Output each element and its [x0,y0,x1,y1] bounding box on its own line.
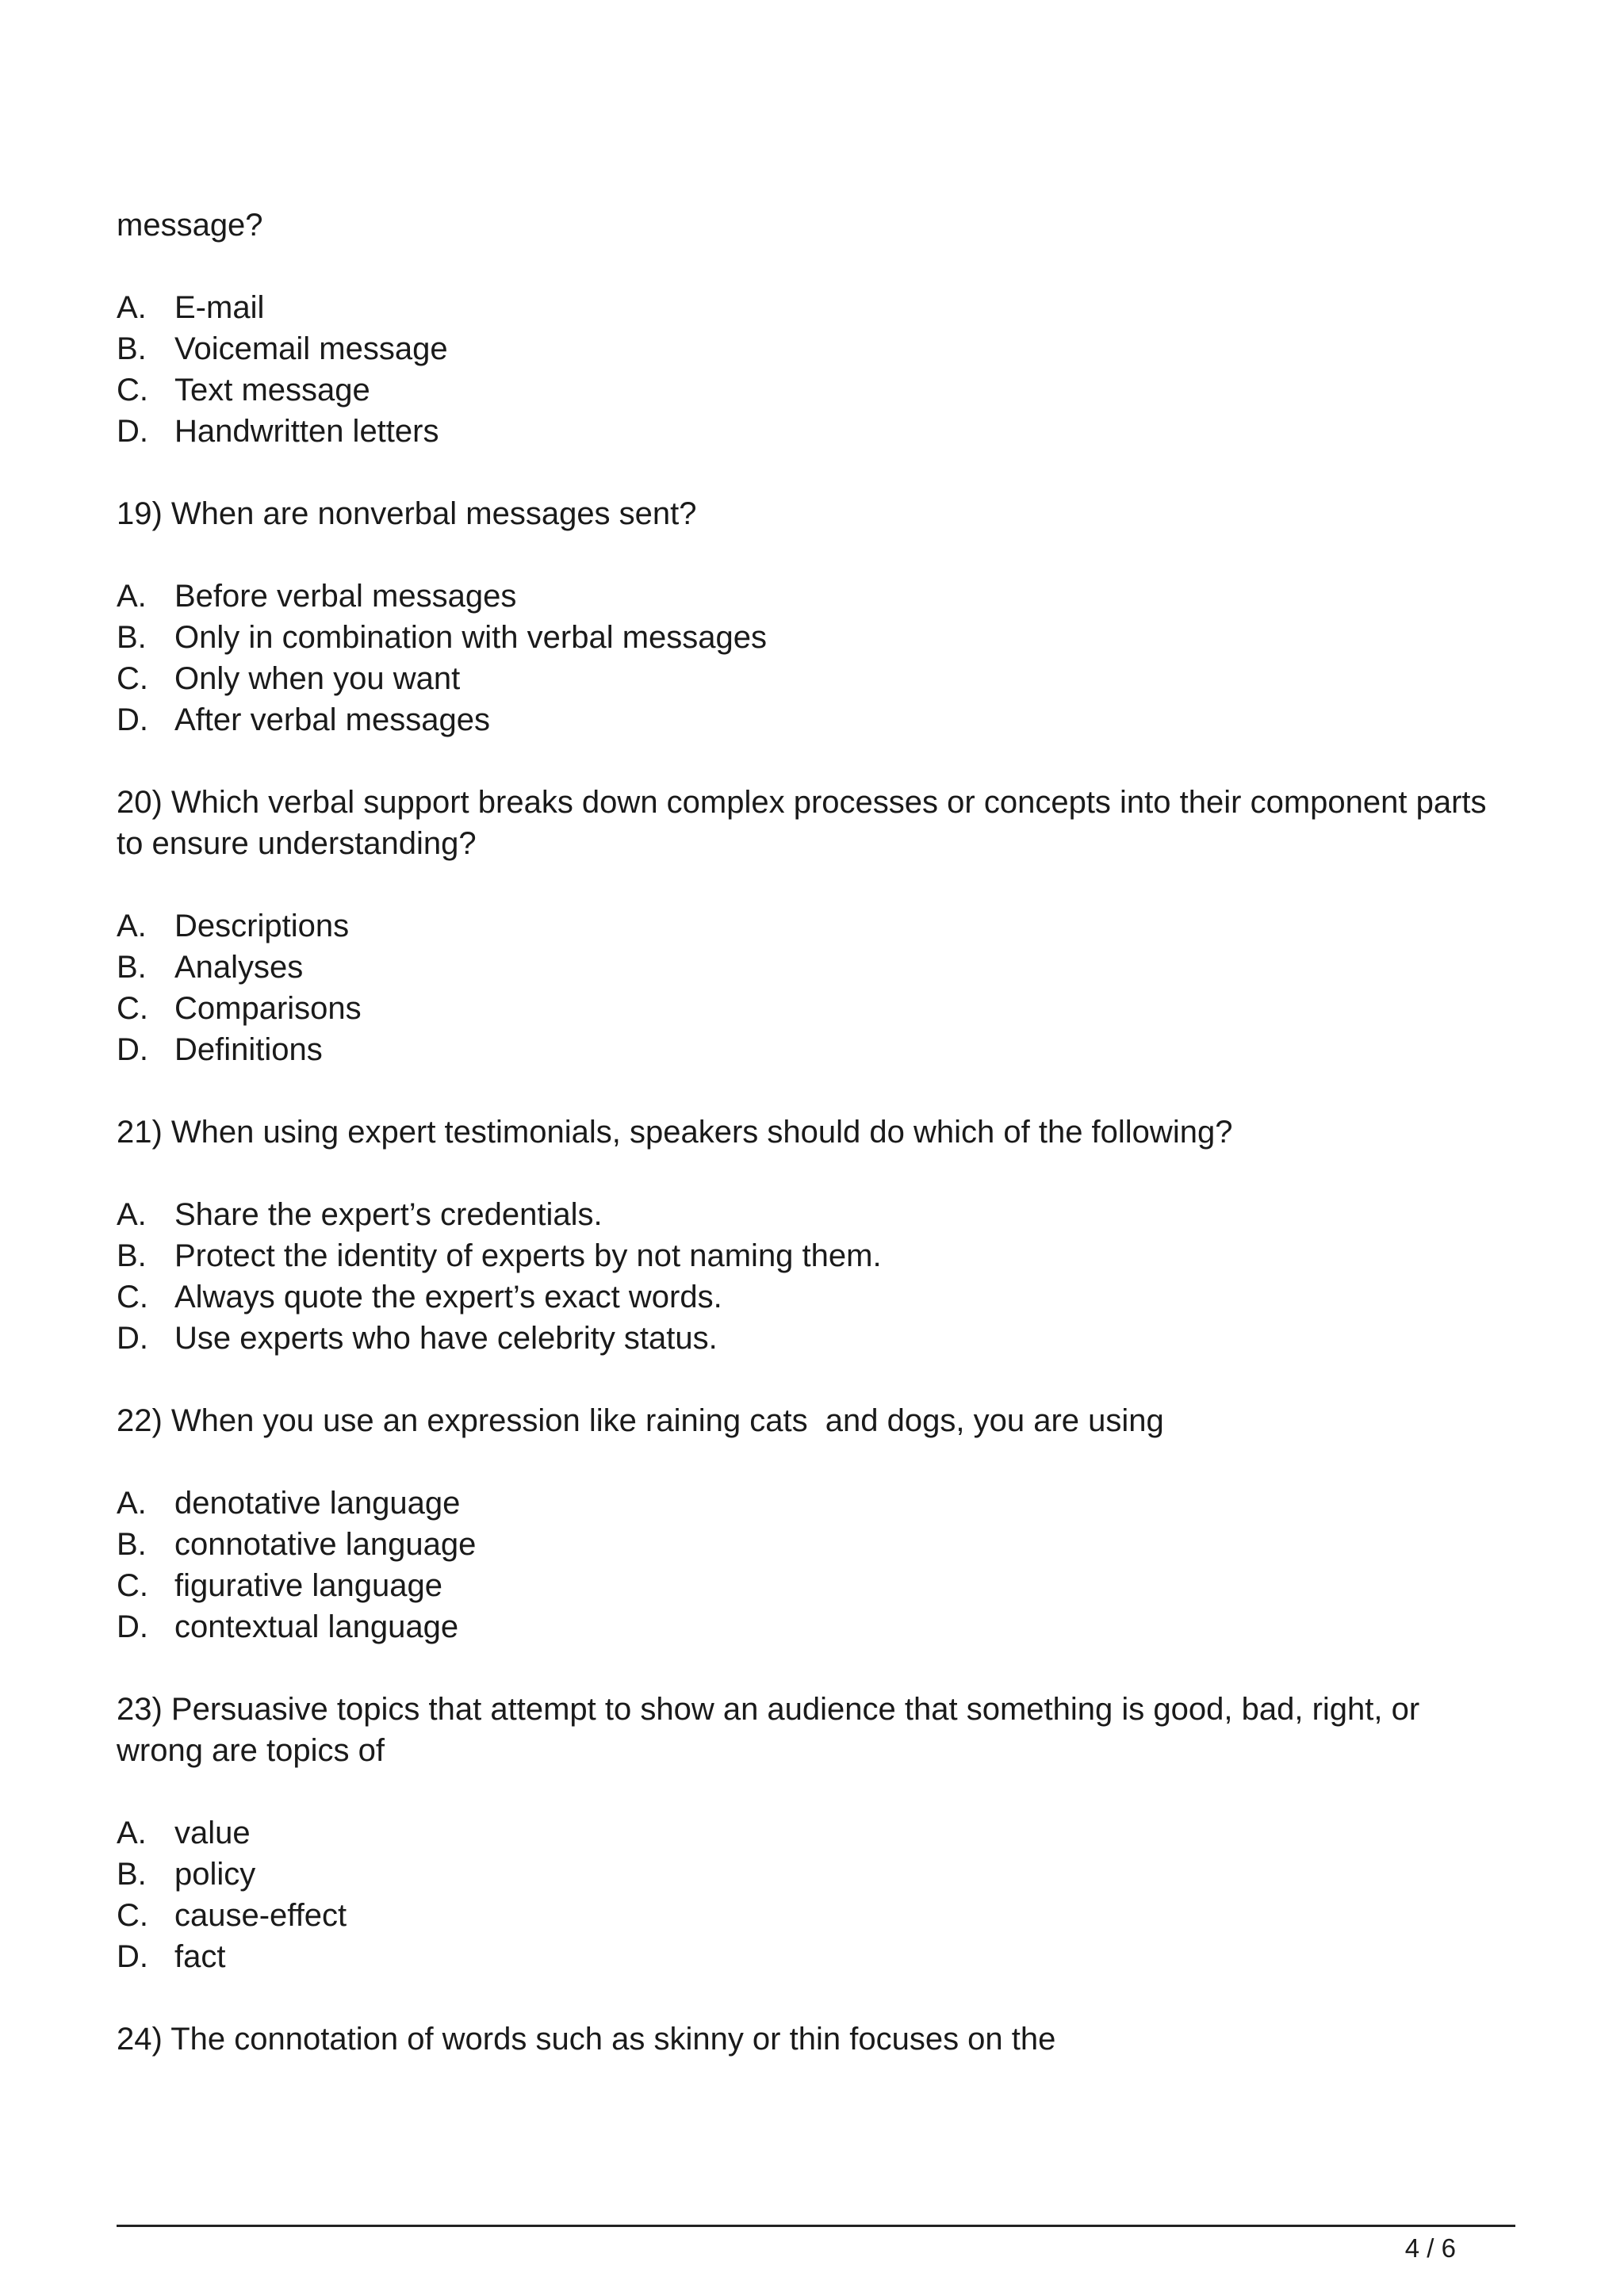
option-letter: C. [117,661,148,696]
option-letter: C. [117,1568,148,1603]
option-text: Protect the identity of experts by not naming them. [174,1238,882,1273]
option-text: Definitions [174,1032,323,1067]
option-text: fact [174,1939,226,1974]
question-text: 24) The connotation of words such as skinny or thin focuses on the [117,2022,1056,2057]
answer-option [117,1524,1512,1565]
answer-option [117,1194,1512,1235]
page-content [117,205,1512,2060]
answer-option [117,1318,1512,1359]
option-letter: D. [117,1939,148,1974]
answer-option [117,1606,1512,1647]
answer-option [117,1812,1512,1854]
option-text: Voicemail message [174,331,448,366]
option-text: Use experts who have celebrity status. [174,1321,718,1356]
answer-option [117,411,1512,452]
answer-option [117,617,1512,658]
option-text: figurative language [174,1568,443,1603]
option-letter: A. [117,909,147,943]
option-letter: B. [117,620,147,655]
question-text: 21) When using expert testimonials, speakers should do which of the following? [117,1115,1233,1150]
option-text: Analyses [174,950,304,985]
option-text: Comparisons [174,991,362,1026]
question-text: 19) When are nonverbal messages sent? [117,496,697,531]
option-letter: B. [117,1238,147,1273]
answer-option [117,576,1512,617]
option-text: cause-effect [174,1898,347,1933]
option-text: Only when you want [174,661,461,696]
question-continuation-text: message? [117,208,263,243]
answer-option [117,1565,1512,1606]
option-text: value [174,1816,251,1850]
answer-option [117,947,1512,988]
answer-option [117,699,1512,740]
option-letter: B. [117,950,147,985]
answer-option [117,287,1512,328]
footer-divider [117,2225,1515,2227]
answer-option [117,369,1512,411]
option-text: Before verbal messages [174,579,517,614]
option-letter: D. [117,702,148,737]
question-text: 20) Which verbal support breaks down complex processes or concepts into their component parts to ensure understanding? [117,785,1487,861]
option-text: Always quote the expert’s exact words. [174,1280,722,1314]
answer-option [117,1276,1512,1318]
question-text: 23) Persuasive topics that attempt to show an audience that something is good, bad, right, or wrong are topics of [117,1692,1420,1768]
option-letter: C. [117,1898,148,1933]
answer-option [117,988,1512,1029]
option-text: After verbal messages [174,702,490,737]
answer-option [117,1936,1512,1977]
option-text: denotative language [174,1486,461,1521]
option-letter: A. [117,1486,147,1521]
answer-option [117,1235,1512,1276]
option-text: connotative language [174,1527,477,1562]
option-text: contextual language [174,1609,459,1644]
option-text: E-mail [174,290,265,325]
option-letter: B. [117,331,147,366]
option-letter: C. [117,373,148,408]
option-letter: D. [117,414,148,449]
answer-option [117,1854,1512,1895]
answer-option [117,1029,1512,1070]
option-text: Descriptions [174,909,350,943]
option-text: Text message [174,373,370,408]
option-letter: A. [117,579,147,614]
answer-option [117,1483,1512,1524]
answer-option [117,658,1512,699]
option-letter: D. [117,1032,148,1067]
option-letter: A. [117,1197,147,1232]
option-letter: C. [117,1280,148,1314]
option-letter: D. [117,1609,148,1644]
option-letter: B. [117,1527,147,1562]
option-letter: B. [117,1857,147,1892]
option-letter: C. [117,991,148,1026]
answer-option [117,905,1512,947]
answer-option [117,328,1512,369]
option-text: Only in combination with verbal messages [174,620,768,655]
option-letter: D. [117,1321,148,1356]
option-letter: A. [117,290,147,325]
option-letter: A. [117,1816,147,1850]
option-text: policy [174,1857,256,1892]
option-text: Share the expert’s credentials. [174,1197,603,1232]
page-number: 4 / 6 [1404,2233,1456,2263]
answer-option [117,1895,1512,1936]
question-text: 22) When you use an expression like raining cats and dogs, you are using [117,1403,1164,1438]
option-text: Handwritten letters [174,414,439,449]
